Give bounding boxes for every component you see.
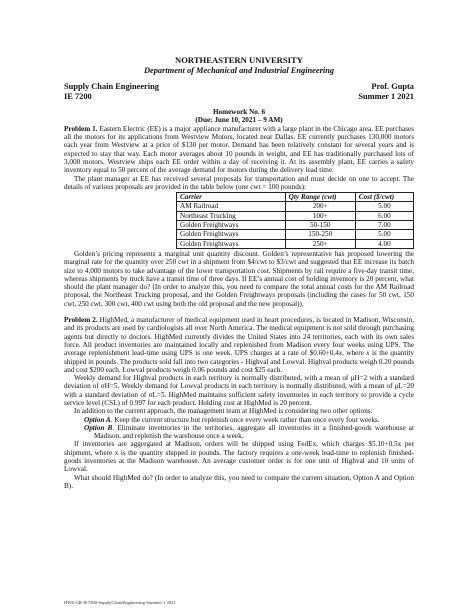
homework-title: Homework No. 6 (212, 108, 266, 117)
table-cell: Golden Freightways (177, 230, 286, 239)
page-footer: HW6-GR-IE7200-SupplyChainEngineering-Summer 1 2021 (64, 600, 176, 605)
course-name: Supply Chain Engineering (64, 82, 159, 92)
table-row (177, 230, 414, 239)
column-header-qty-range: Qty Range (cwt) (285, 193, 355, 202)
table-cell: 100+ (285, 211, 355, 220)
table-row (177, 239, 414, 248)
option-b-label: Option B (84, 423, 113, 432)
problem2-paragraph5: What should HighMed do? (In order to analyze this, you need to compare the current situation, Option A and Option B). (64, 473, 414, 490)
problem2-label: Problem 2. (64, 316, 98, 325)
problem1-paragraph2: The plant manager at EE has received several proposals for transportation and must decide on one to accept. The details of various proposals are provided in the table below (one cwt = 100 pounds): (64, 174, 414, 191)
university-title: NORTHEASTERN UNIVERSITY (175, 55, 303, 65)
table-cell: 50-150 (285, 221, 355, 230)
table-row (177, 211, 414, 220)
table-cell: 7.00 (355, 221, 413, 230)
table-cell: Golden Freightways (177, 221, 286, 230)
course-row (64, 82, 414, 92)
table-row (177, 202, 414, 211)
table-cell: 150-250 (285, 230, 355, 239)
option-a: Option A. Keep the current structure but replenish once every week rather than once every four weeks. (84, 415, 380, 424)
problem1-label: Problem 1. (64, 124, 98, 133)
table-cell: 6.00 (355, 211, 413, 220)
homework-due-date: (Due: June 10, 2021 – 9 AM) (195, 116, 283, 125)
table-cell: Northeast Trucking (177, 211, 286, 220)
problem2-paragraph2: Weekly demand for Highval products in each territory is normally distributed, with a mean of μH=2 with a standard deviation of σH=5. Weekly demand for Lowval products in each territory is normally distributed, with a mean of μL=20 with a standard deviation of σL=5. HighMed maintains sufficient safety inventories in each territory to provide a cycle service level (CSL) of 0.997 for each product. Holding cost at HighMed is 20 percent. (64, 374, 414, 407)
table-cell: 250+ (285, 239, 355, 248)
table-cell: Golden Freightways (177, 239, 286, 248)
table-cell: 5.00 (355, 230, 413, 239)
table-row (177, 221, 414, 230)
option-a-label: Option A (84, 415, 111, 424)
problem1-paragraph1: Problem 1. Eastern Electric (EE) is a major appliance manufacturer with a large plant in the Chicago area. EE purchases all the motors for its applications from Westview Motors, located near Dallas. EE currently purchases 130,000 motors each year from Westview at a price of $130 per motor. Demand has been relatively constant for several years and is expected to stay that way. Each motor averages about 10 pounds in weight, and EE has traditionally purchased lots of 3,000 motors. Westview ships each EE order within a day of receiving it. At its assembly plant, EE carries a safety inventory equal to 50 percent of the average demand for motors during the delivery lead time. (64, 124, 414, 175)
problem2-paragraph3: In addition to the current approach, the management team at HighMed is considering two other options: (74, 407, 373, 416)
department-title: Department of Mechanical and Industrial Engineering (143, 65, 335, 75)
problem2-paragraph1: Problem 2. HighMed, a manufacturer of medical equipment used in heart procedures, is located in Madison, Wisconsin, and its products are used by cardiologists all over North America. The medical equipment is not sold through purchasing agents but directly to doctors. HighMed currently divides the United States into 24 territories, each with its own sales force. All product inventories are maintained locally and replenished from Madison every four weeks using UPS. The average replenishment lead-time using UPS is one week. UPS charges at a rate of $0.60+0.4x, where x is the quantity shipped in pounds. The products sold fall into two categories - Highval and Lowval. Highval products weigh 0.20 pounds and cost $200 each. Lowval products weigh 0.06 pounds and cost $25 each. (64, 316, 414, 374)
column-header-cost: Cost ($/cwt) (355, 193, 413, 202)
document-body (64, 56, 414, 490)
column-header-carrier: Carrier (177, 193, 286, 202)
problem1-paragraph3: Golden’s pricing represents a marginal unit quantity discount. Golden’s representative has proposed lowering the marginal rate for the quantity over 250 cwt in a shipment from $4/cwt to $3/cwt and suggested that EE increase its batch size to 4,000 motors to take advantage of the lower transportation cost. Shipments by rail require a five-day transit time, whereas shipments by truck have a transit time of three days. If EE’s annual cost of holding inventory is 20 percent, what should the plant manager do? (In order to analyze this, you need to compare the total annual costs for the AM Railroad proposal, the Northeast Trucking proposal, and the Golden Freightways proposals (including the cases for 50 cwt, 150 cwt, 250 cwt, 300 cwt, 400 cwt using both the old proposal and the new proposal)). (64, 249, 414, 308)
course-code: IE 7200 (64, 91, 92, 101)
term: Summer 1 2021 (358, 91, 414, 101)
carrier-proposals-table (176, 192, 414, 249)
table-cell: 4.00 (355, 239, 413, 248)
option-b: Option B. Eliminate inventories in the territories, aggregate all inventories in a finished-goods warehouse at Madison, and replenish the warehouse once a week. (84, 423, 414, 441)
problem2-paragraph4: If inventories are aggregated at Madison, orders will be shipped using FedEx, which charges $5.10+0.5x per shipment, where x is the quantity shipped in pounds. The factory requires a one-week lead-time to replenish finished-goods inventories at the Madison warehouse. An average customer order is for one unit of Highval and 10 units of Lowval. (64, 440, 414, 474)
course-code-row (64, 92, 414, 102)
table-cell: 5.00 (355, 202, 413, 211)
table-cell: 200+ (285, 202, 355, 211)
professor-name: Prof. Gupta (371, 82, 414, 92)
table-header-row (177, 193, 414, 202)
table-cell: AM Railroad (177, 202, 286, 211)
